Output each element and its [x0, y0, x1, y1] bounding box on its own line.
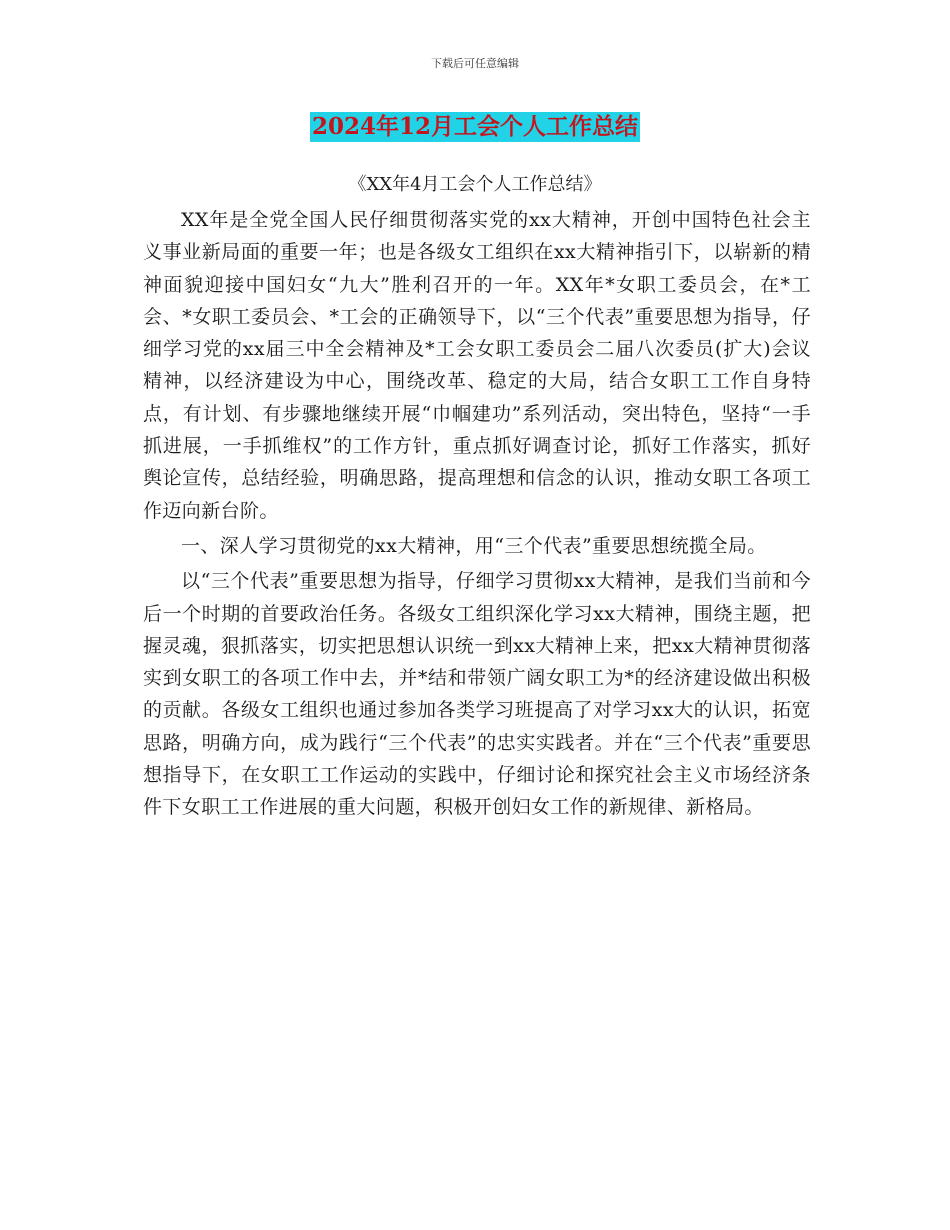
document-title: 2024年12月工会个人工作总结	[311, 113, 639, 140]
title-wrap	[0, 112, 950, 142]
paragraph: XX年是全党全国人民仔细贯彻落实党的xx大精神，开创中国特色社会主义事业新局面的重要一年；也是各级女工组织在xx大精神指引下，以崭新的精神面貌迎接中国妇女“九大”胜利召开的一年。XX年*女职工委员会，在*工会、*女职工委员会、*工会的正确领导下，以“三个代表”重要思想为指导，仔细学习党的xx届三中全会精神及*工会女职工委员会二届八次委员(扩大)会议精神，以经济建设为中心，围绕改革、稳定的大局，结合女职工工作自身特点，有计划、有步骤地继续开展“巾帼建功”系列活动，突出特色，坚持“一手抓进展，一手抓维权”的工作方针，重点抓好调查讨论，抓好工作落实，抓好舆论宣传，总结经验，明确思路，提高理想和信念的认识，推动女职工各项工作迈向新台阶。	[143, 209, 811, 522]
document-body	[143, 204, 811, 827]
document-subtitle: 《XX年4月工会个人工作总结》	[348, 174, 602, 195]
header-note: 下载后可任意编辑	[431, 57, 519, 70]
section-heading: 一、深人学习贯彻党的xx大精神，用“三个代表”重要思想统揽全局。	[181, 534, 767, 557]
paragraph: 以“三个代表”重要思想为指导，仔细学习贯彻xx大精神，是我们当前和今后一个时期的首要政治任务。各级女工组织深化学习xx大精神，围绕主题，把握灵魂，狠抓落实，切实把思想认识统一到xx大精神上来，把xx大精神贯彻落实到女职工的各项工作中去，并*结和带领广阔女职工为*的经济建设做出积极的贡献。各级女工组织也通过参加各类学习班提高了对学习xx大的认识，拓宽思路，明确方向，成为践行“三个代表”的忠实实践者。并在“三个代表”重要思想指导下，在女职工工作运动的实践中，仔细讨论和探究社会主义市场经济条件下女职工工作进展的重大问题，积极开创妇女工作的新规律、新格局。	[143, 570, 811, 819]
